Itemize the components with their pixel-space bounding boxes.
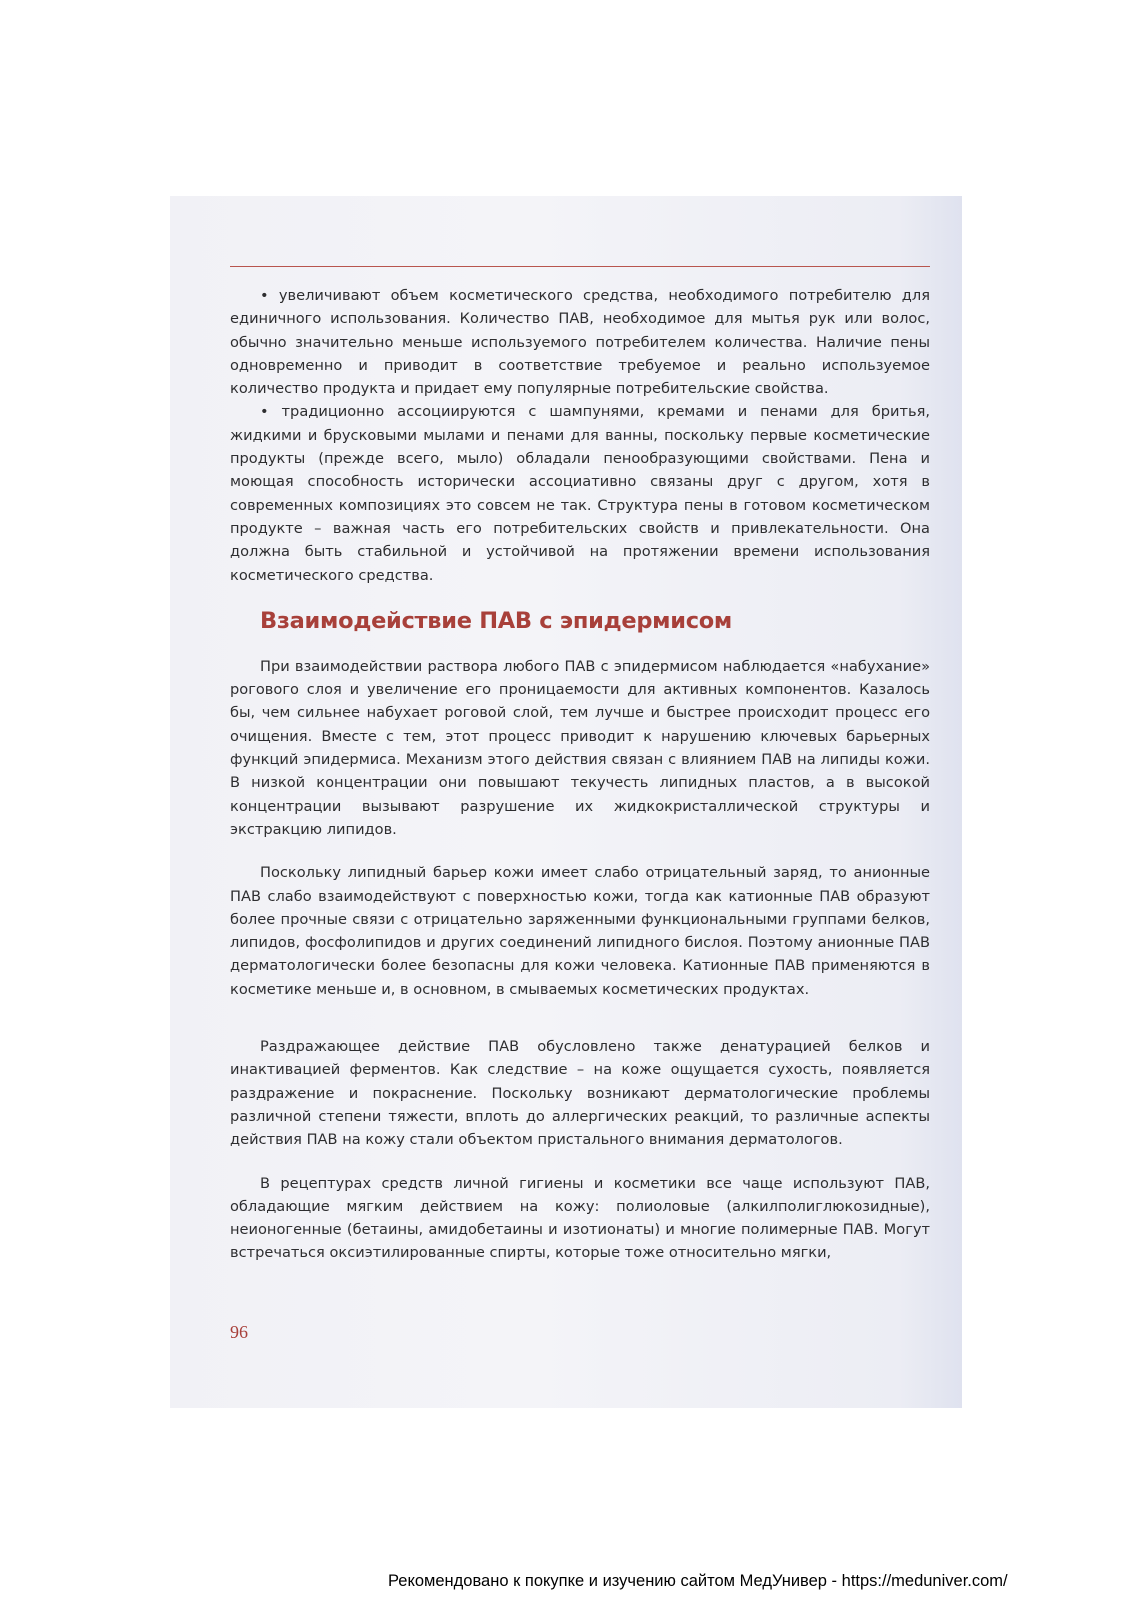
page-number: 96	[230, 1322, 248, 1342]
paragraph-section-3: Раздражающее действие ПАВ обусловлено также денатурацией белков и инактивацией ферментов. Как следствие – на коже ощущается сухость, появляется раздражение и покраснение. Поскольку возникают дерматологические проблемы различной степени тяжести, вплоть до аллергических реакций, то различные аспекты действия ПАВ на кожу стали объектом пристального внимания дерматологов.	[230, 1038, 930, 1149]
header-rule	[230, 266, 930, 267]
footer-credit: Рекомендовано к покупке и изучению сайтом МедУнивер - https://meduniver.com/	[388, 1572, 1008, 1590]
paragraph-section-2: Поскольку липидный барьер кожи имеет слабо отрицательный заряд, то анионные ПАВ слабо взаимодействуют с поверхностью кожи, тогда как катионные ПАВ образуют более прочные связи с отрицательно заряженными функциональными группами белков, липидов, фосфолипидов и других соединений липидного бислоя. Поэтому анионные ПАВ дерматологически более безопасны для кожи человека. Катионные ПАВ применяются в косметике меньше и, в основном, в смываемых косметических продуктах.	[230, 864, 930, 998]
paragraph-bullet-1: • увеличивают объем косметического средства, необходимого потребителю для единичного использования. Количество ПАВ, необходимое для мытья рук или волос, обычно значительно меньше используемого потребителем количества. Наличие пены одновременно и приводит в соответствие требуемое и реально используемое количество продукта и придает ему популярные потребительские свойства.	[230, 287, 930, 398]
paragraph-bullet-2: • традиционно ассоциируются с шампунями, кремами и пенами для бритья, жидкими и брусковыми мылами и пенами для ванны, поскольку первые косметические продукты (прежде всего, мыло) обладали пенообразующими свойствами. Пена и моющая способность исторически ассоциативно связаны друг с другом, хотя в современных композициях это совсем не так. Структура пены в готовом косметическом продукте – важная часть его потребительских свойств и привлекательности. Она должна быть стабильной и устойчивой на протяжении времени использования косметического средства.	[230, 403, 930, 584]
paragraph-section-4: В рецептурах средств личной гигиены и косметики все чаще используют ПАВ, обладающие мягким действием на кожу: полиоловые (алкилполиглюкозидные), неионогенные (бетаины, амидобетаины и изотионаты) и многие полимерные ПАВ. Могут встречаться оксиэтилированные спирты, которые тоже относительно мягки,	[230, 1174, 930, 1262]
scanned-page	[170, 196, 962, 1408]
section-heading: Взаимодействие ПАВ с эпидермисом	[260, 607, 733, 634]
paragraph-section-1: При взаимодействии раствора любого ПАВ с эпидермисом наблюдается «набухание» рогового слоя и увеличение его проницаемости для активных компонентов. Казалось бы, чем сильнее набухает роговой слой, тем лучше и быстрее происходит процесс его очищения. Вместе с тем, этот процесс приводит к нарушению ключевых барьерных функций эпидермиса. Механизм этого действия связан с влиянием ПАВ на липиды кожи. В низкой концентрации они повышают текучесть липидных пластов, а в высокой концентрации вызывают разрушение их жидкокристаллической структуры и экстракцию липидов.	[230, 657, 930, 838]
body-text	[230, 284, 930, 1265]
